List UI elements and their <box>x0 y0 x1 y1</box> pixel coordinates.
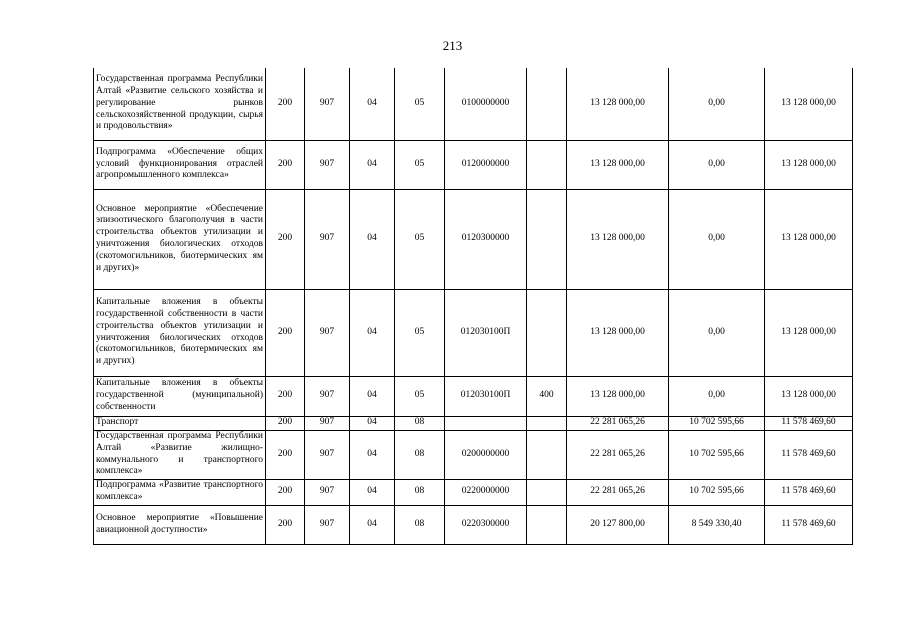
target-article-code: 0100000000 <box>445 68 527 140</box>
amount-regional: 11 578 469,60 <box>765 416 853 430</box>
expense-type-code <box>527 289 567 376</box>
expense-type-code <box>527 189 567 289</box>
ministry-code: 907 <box>305 416 350 430</box>
admin-code: 200 <box>266 430 305 479</box>
amount-federal: 10 702 595,66 <box>669 479 765 505</box>
budget-table <box>93 68 853 545</box>
amount-regional: 11 578 469,60 <box>765 505 853 544</box>
admin-code: 200 <box>266 376 305 416</box>
amount-total: 13 128 000,00 <box>567 68 669 140</box>
subsection-code: 05 <box>395 189 445 289</box>
expense-type-code: 400 <box>527 376 567 416</box>
subsection-code: 05 <box>395 140 445 189</box>
amount-total: 22 281 065,26 <box>567 430 669 479</box>
table-row <box>94 140 853 189</box>
amount-federal: 10 702 595,66 <box>669 430 765 479</box>
section-code: 04 <box>350 416 395 430</box>
expense-type-code <box>527 140 567 189</box>
amount-regional: 13 128 000,00 <box>765 289 853 376</box>
admin-code: 200 <box>266 140 305 189</box>
page-number: 213 <box>442 38 463 53</box>
amount-federal: 0,00 <box>669 289 765 376</box>
target-article-code: 0220000000 <box>445 479 527 505</box>
row-name: Основное мероприятие «Повышение авиационной доступности» <box>94 505 266 544</box>
ministry-code: 907 <box>305 376 350 416</box>
admin-code: 200 <box>266 189 305 289</box>
target-article-code: 0200000000 <box>445 430 527 479</box>
row-name: Основное мероприятие «Обеспечение эпизоотического благополучия в части строительства объектов утилизации и уничтожения биологических отходов (скотомогильников, биотермических ям и других)» <box>94 189 266 289</box>
ministry-code: 907 <box>305 189 350 289</box>
row-name: Транспорт <box>94 416 266 430</box>
expense-type-code <box>527 505 567 544</box>
table-row <box>94 416 853 430</box>
table-row <box>94 289 853 376</box>
section-code: 04 <box>350 505 395 544</box>
section-code: 04 <box>350 289 395 376</box>
admin-code: 200 <box>266 416 305 430</box>
ministry-code: 907 <box>305 430 350 479</box>
section-code: 04 <box>350 140 395 189</box>
target-article-code: 0120300000 <box>445 189 527 289</box>
subsection-code: 08 <box>395 416 445 430</box>
amount-total: 20 127 800,00 <box>567 505 669 544</box>
amount-total: 22 281 065,26 <box>567 416 669 430</box>
admin-code: 200 <box>266 68 305 140</box>
section-code: 04 <box>350 430 395 479</box>
subsection-code: 05 <box>395 376 445 416</box>
amount-federal: 0,00 <box>669 189 765 289</box>
amount-federal: 0,00 <box>669 376 765 416</box>
amount-regional: 11 578 469,60 <box>765 430 853 479</box>
target-article-code <box>445 416 527 430</box>
section-code: 04 <box>350 376 395 416</box>
ministry-code: 907 <box>305 505 350 544</box>
row-name: Капитальные вложения в объекты государственной собственности в части строительства объектов утилизации и уничтожения биологических отходов (скотомогильников, биотермических ям и других) <box>94 289 266 376</box>
amount-total: 13 128 000,00 <box>567 376 669 416</box>
expense-type-code <box>527 68 567 140</box>
expense-type-code <box>527 416 567 430</box>
target-article-code: 0220300000 <box>445 505 527 544</box>
subsection-code: 08 <box>395 505 445 544</box>
table-row <box>94 376 853 416</box>
table-row <box>94 505 853 544</box>
section-code: 04 <box>350 68 395 140</box>
admin-code: 200 <box>266 289 305 376</box>
admin-code: 200 <box>266 505 305 544</box>
subsection-code: 08 <box>395 430 445 479</box>
target-article-code: 0120000000 <box>445 140 527 189</box>
section-code: 04 <box>350 189 395 289</box>
row-name: Государственная программа Республики Алтай «Развитие сельского хозяйства и регулирование рынков сельскохозяйственной продукции, сырья и продовольствия» <box>94 68 266 140</box>
ministry-code: 907 <box>305 479 350 505</box>
amount-regional: 11 578 469,60 <box>765 479 853 505</box>
target-article-code: 012030100П <box>445 376 527 416</box>
amount-federal: 10 702 595,66 <box>669 416 765 430</box>
amount-regional: 13 128 000,00 <box>765 140 853 189</box>
row-name: Подпрограмма «Обеспечение общих условий функционирования отраслей агропромышленного комплекса» <box>94 140 266 189</box>
amount-federal: 8 549 330,40 <box>669 505 765 544</box>
table-row <box>94 189 853 289</box>
row-name: Капитальные вложения в объекты государственной (муниципальной) собственности <box>94 376 266 416</box>
table-row <box>94 479 853 505</box>
subsection-code: 05 <box>395 68 445 140</box>
table-row <box>94 430 853 479</box>
row-name: Подпрограмма «Развитие транспортного комплекса» <box>94 479 266 505</box>
ministry-code: 907 <box>305 68 350 140</box>
ministry-code: 907 <box>305 140 350 189</box>
ministry-code: 907 <box>305 289 350 376</box>
section-code: 04 <box>350 479 395 505</box>
amount-federal: 0,00 <box>669 140 765 189</box>
amount-regional: 13 128 000,00 <box>765 189 853 289</box>
amount-total: 13 128 000,00 <box>567 140 669 189</box>
target-article-code: 012030100П <box>445 289 527 376</box>
amount-federal: 0,00 <box>669 68 765 140</box>
row-name: Государственная программа Республики Алтай «Развитие жилищно-коммунального и транспортного комплекса» <box>94 430 266 479</box>
expense-type-code <box>527 479 567 505</box>
amount-regional: 13 128 000,00 <box>765 376 853 416</box>
admin-code: 200 <box>266 479 305 505</box>
subsection-code: 05 <box>395 289 445 376</box>
amount-total: 13 128 000,00 <box>567 289 669 376</box>
subsection-code: 08 <box>395 479 445 505</box>
amount-total: 13 128 000,00 <box>567 189 669 289</box>
expense-type-code <box>527 430 567 479</box>
amount-regional: 13 128 000,00 <box>765 68 853 140</box>
amount-total: 22 281 065,26 <box>567 479 669 505</box>
table-row <box>94 68 853 140</box>
